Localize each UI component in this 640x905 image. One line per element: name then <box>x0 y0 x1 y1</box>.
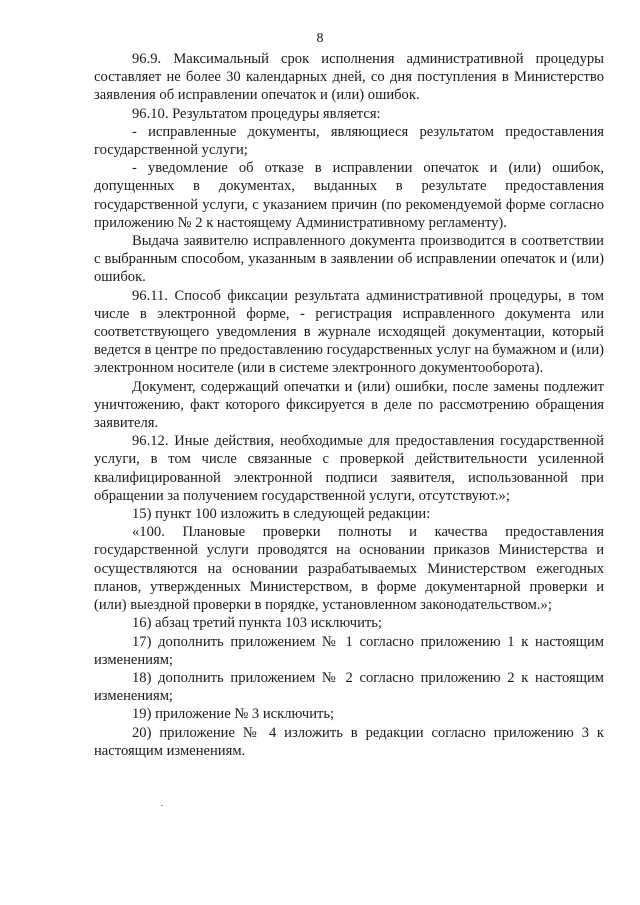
paragraph-96-11: 96.11. Способ фиксации результата административной процедуры, в том числе в электронной форме, - регистрация исправленного документа или соответствующего уведомления в журнале исходящей документации, который ведется в центре по предоставлению государственных услуг на бумажном и (или) электронном носителе (или в системе электронного документооборота). <box>94 287 604 377</box>
paragraph-96-12: 96.12. Иные действия, необходимые для предоставления государственной услуги, в том числе связанные с проверкой действительности усиленной квалифицированной электронной подписи заявителя, использованной при обращении за получением государственной услуги, отсутствуют.»; <box>94 433 604 504</box>
amendment-item-19: 19) приложение № 3 исключить; <box>132 706 335 723</box>
amendment-item-20: 20) приложение № 4 изложить в редакции согласно приложению 3 к настоящим изменениям. <box>94 724 604 759</box>
amendment-item-17: 17) дополнить приложением № 1 согласно приложению 1 к настоящим изменениям; <box>94 633 604 668</box>
page-number: 8 <box>316 31 324 46</box>
paragraph-96-10: 96.10. Результатом процедуры является: <box>132 105 381 122</box>
amendment-item-16: 16) абзац третий пункта 103 исключить; <box>132 615 382 632</box>
amendment-item-15: 15) пункт 100 изложить в следующей редакции: <box>132 506 431 523</box>
scan-speck <box>161 805 163 806</box>
list-item-corrected-documents: - исправленные документы, являющиеся результатом предоставления государственной услуги; <box>94 123 604 159</box>
paragraph-destruction: Документ, содержащий опечатки и (или) ошибки, после замены подлежит уничтожению, факт которого фиксируется в деле по рассмотрению обращения заявителя. <box>94 378 604 432</box>
paragraph-100: «100. Плановые проверки полноты и качества предоставления государственной услуги проводятся на основании приказов Министерства и осуществляются на основании разрабатываемых Министерством ежегодных планов, утвержденных Министерством, в форме документарной проверки и (или) выездной проверки в порядке, установленном законодательством.»; <box>94 524 604 614</box>
paragraph-96-9: 96.9. Максимальный срок исполнения административной процедуры составляет не более 30 календарных дней, со дня поступления в Министерство заявления об исправлении опечаток и (или) ошибок. <box>94 51 604 104</box>
paragraph-issuance: Выдача заявителю исправленного документа производится в соответствии с выбранным способом, указанным в заявлении об исправлении опечаток и (или) ошибок. <box>94 233 604 286</box>
document-body <box>94 50 604 760</box>
list-item-refusal-notice: - уведомление об отказе в исправлении опечаток и (или) ошибок, допущенных в документах, выданных в результате предоставления государственной услуги, с указанием причин (по рекомендуемой форме согласно приложению № 2 к настоящему Административному регламенту). <box>94 160 604 231</box>
amendment-item-18: 18) дополнить приложением № 2 согласно приложению 2 к настоящим изменениям; <box>94 669 604 705</box>
